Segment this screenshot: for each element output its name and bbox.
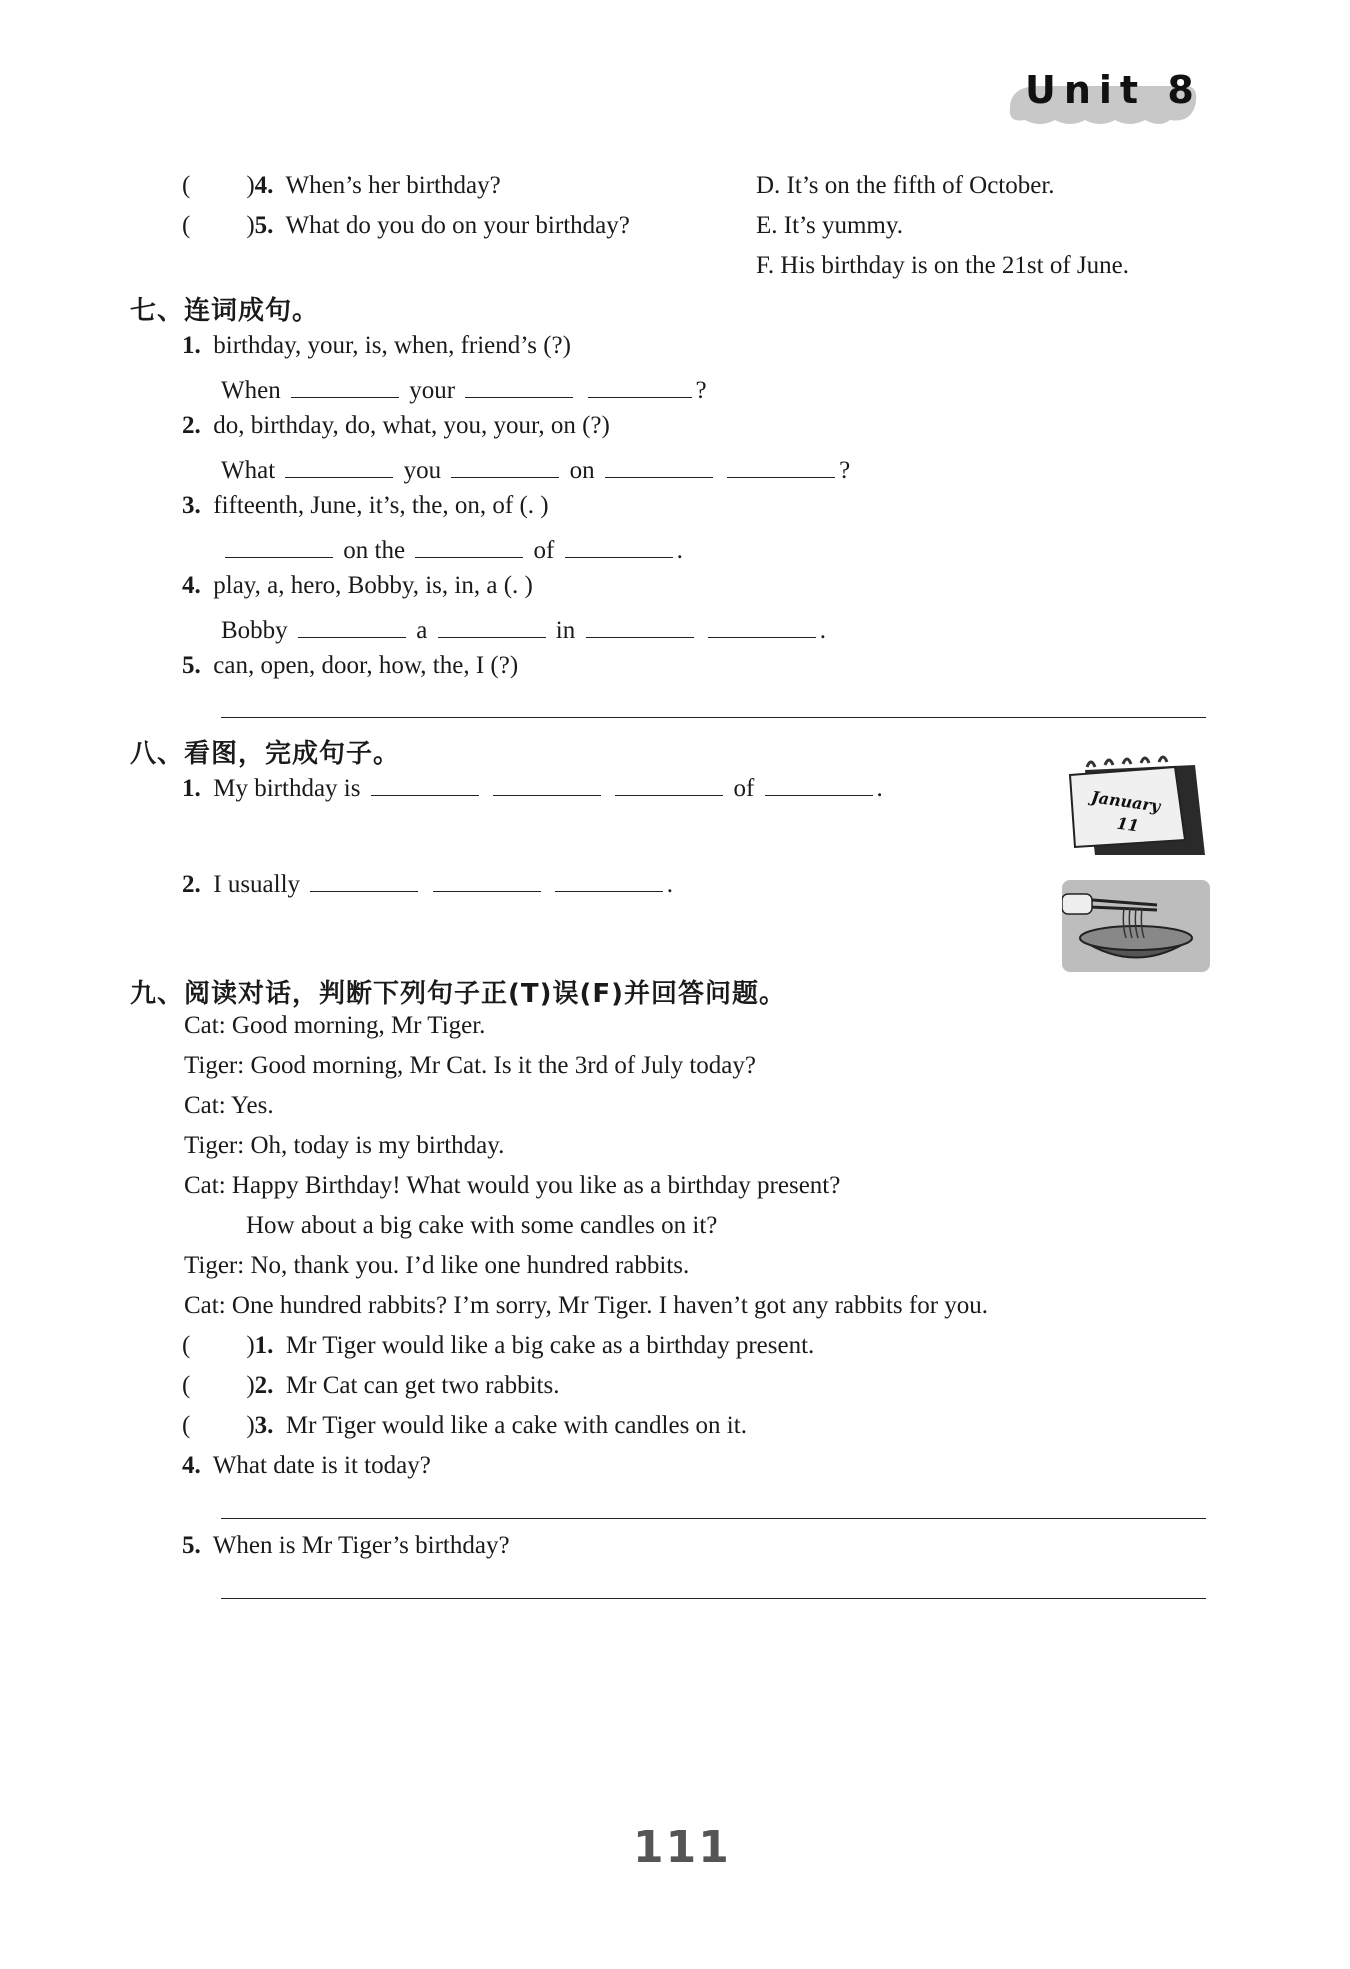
dialogue-line: Tiger: Oh, today is my birthday. (184, 1132, 505, 1159)
blank[interactable] (727, 452, 835, 478)
option-e: E. It’s yummy. (756, 212, 903, 239)
s7-item-3: 3. fifteenth, June, it’s, the, on, of (. ) (182, 492, 549, 519)
tf-item-1: ( )1. Mr Tiger would like a big cake as a birthday present. (182, 1332, 815, 1359)
s7-answer-4: Bobby a in . (221, 612, 826, 645)
blank[interactable] (465, 372, 573, 398)
option-f: F. His birthday is on the 21st of June. (756, 252, 1129, 279)
calendar-day: 11 (1115, 813, 1141, 836)
calendar-illustration (1065, 755, 1210, 865)
blank[interactable] (415, 532, 523, 558)
answer-line[interactable] (221, 1518, 1206, 1519)
calendar-month: January (1090, 787, 1162, 816)
section-8-heading: 八、看图，完成句子。 (130, 739, 401, 769)
tf-item-3: ( )3. Mr Tiger would like a cake with candles on it. (182, 1412, 747, 1439)
blank[interactable] (708, 612, 816, 638)
blank[interactable] (291, 372, 399, 398)
s7-answer-1: When your ? (221, 372, 707, 405)
question-4: 4. What date is it today? (182, 1452, 431, 1479)
blank[interactable] (565, 532, 673, 558)
dialogue-line: Tiger: No, thank you. I’d like one hundred rabbits. (184, 1252, 690, 1279)
match-item-5: ( )5. What do you do on your birthday? (182, 212, 630, 239)
s8-item-2: 2. I usually . (182, 866, 673, 899)
blank[interactable] (285, 452, 393, 478)
question-5: 5. When is Mr Tiger’s birthday? (182, 1532, 510, 1559)
section-7-heading: 七、连词成句。 (130, 296, 320, 326)
item-text: When’s her birthday? (285, 172, 501, 199)
item-text: What do you do on your birthday? (285, 212, 630, 239)
s7-item-4: 4. play, a, hero, Bobby, is, in, a (. ) (182, 572, 533, 599)
dialogue-line: Cat: Happy Birthday! What would you like as a birthday present? (184, 1172, 841, 1199)
s7-item-2: 2. do, birthday, do, what, you, your, on (?) (182, 412, 610, 439)
dialogue-line: Cat: One hundred rabbits? I’m sorry, Mr Tiger. I haven’t got any rabbits for you. (184, 1292, 989, 1319)
s7-item-5: 5. can, open, door, how, the, I (?) (182, 652, 519, 679)
dialogue-line: How about a big cake with some candles on it? (246, 1212, 718, 1239)
dialogue-line: Cat: Yes. (184, 1092, 274, 1119)
blank[interactable] (555, 866, 663, 892)
blank[interactable] (493, 770, 601, 796)
blank[interactable] (605, 452, 713, 478)
dialogue-line: Cat: Good morning, Mr Tiger. (184, 1012, 486, 1039)
blank[interactable] (615, 770, 723, 796)
blank[interactable] (586, 612, 694, 638)
blank[interactable] (433, 866, 541, 892)
answer-line[interactable] (221, 1598, 1206, 1599)
match-item-4: ( )4. When’s her birthday? (182, 172, 501, 199)
s8-item-1: 1. My birthday is of . (182, 770, 883, 803)
blank[interactable] (310, 866, 418, 892)
blank[interactable] (371, 770, 479, 796)
tf-item-2: ( )2. Mr Cat can get two rabbits. (182, 1372, 560, 1399)
item-number: 4. (254, 172, 274, 199)
option-d: D. It’s on the fifth of October. (756, 172, 1055, 199)
section-9-heading: 九、阅读对话，判断下列句子正(T)误(F)并回答问题。 (130, 979, 787, 1009)
unit-title: Unit 8 (1025, 68, 1202, 112)
noodles-illustration (1062, 880, 1210, 972)
item-number: 5. (254, 212, 274, 239)
page-number: 111 (633, 1822, 731, 1873)
blank[interactable] (588, 372, 692, 398)
answer-line[interactable] (221, 717, 1206, 718)
blank[interactable] (765, 770, 873, 796)
blank[interactable] (451, 452, 559, 478)
s7-answer-2: What you on ? (221, 452, 850, 485)
blank[interactable] (225, 532, 333, 558)
s7-answer-3: on the of . (221, 532, 683, 565)
dialogue-line: Tiger: Good morning, Mr Cat. Is it the 3rd of July today? (184, 1052, 756, 1079)
blank[interactable] (298, 612, 406, 638)
s7-item-1: 1. birthday, your, is, when, friend’s (?) (182, 332, 571, 359)
blank[interactable] (438, 612, 546, 638)
